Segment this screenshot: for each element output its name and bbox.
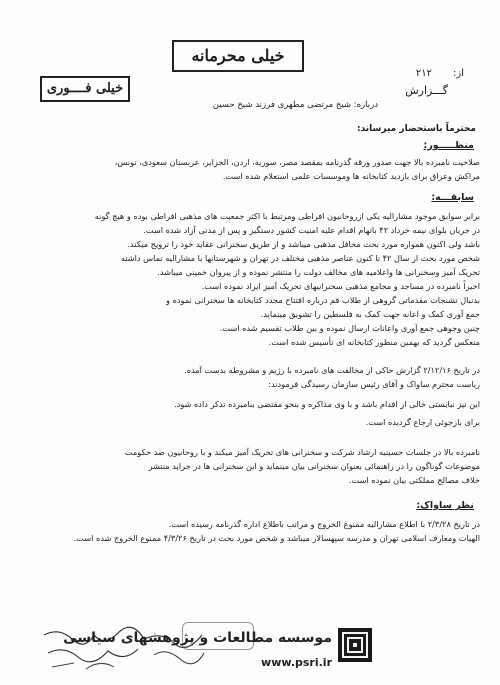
heading-purpose: منظـــــور: (423, 140, 474, 151)
urgency-stamp: خیلی فــــوری (40, 76, 130, 102)
background-line: اخیراً نامبرده در مساجد و مجامع مذهبی سخنرانیهای تحریک آمیز ایراد نموده است. (201, 281, 480, 291)
institute-logo-icon (338, 628, 372, 662)
background-line: چنین وجوهی جمع آوری واعانات ارسال نموده و بین طلاب تقسیم شده است. (219, 323, 480, 333)
view-line: در تاریخ ۲/۳/۲۸ با اطلاع مشارالیه ممنوع الخروج و مراتب باطلاع اداره گذرنامه رسیده است. (168, 519, 480, 529)
background-line: برابر سوابق موجود مشارالیه یکی ازروحانیون افراطی ومرتبط با اکثر جمعیت های مذهبی افراطی بوده و هیچ گونه (94, 211, 480, 221)
assessment-line: صلاحیت نامبرده بالا جهت صدور ورقه گذرنامه بمقصد مصر، سوریه، اردن، الجزایر، عربستان سعودی، تونس، (114, 157, 480, 167)
date-line: در تاریخ ۲/۱۲/۱۶ گزارش حاکی از مخالفت های نامبرده با رژیم و مشروطه بدست آمده. (184, 365, 480, 375)
relay-line: ریاست محترم ساواک و آقای رئیس سازمان رسیدگی فرمودند: (268, 379, 480, 389)
background-line: تحریک آمیز وسخنرانی ها واعلامیه های مخالف دولت را منتشر نموده و از پیروان خمینی میباشد. (157, 267, 480, 277)
background-line: بدنبال تشنجات مقدماتی گروهی از طلاب قم درباره افتتاح مجدد کتابخانه ها سخنرانی نموده و (166, 295, 480, 305)
background-line: در جریان بلوای نیمه خرداد ۴۲ باتهام اقدام علیه امنیت کشور دستگیر و پس از مدتی آزاد شده است. (143, 225, 480, 235)
assessment-line: مراکش وعراق برای بازدید کتابخانه ها وموسسات علمی استعلام شده است. (222, 171, 480, 181)
background-line: منعکس گردید که بهمین منظور کتابخانه ای تأسیس شده است. (268, 337, 480, 347)
heading-background: سابقـــه: (431, 192, 474, 203)
from-label: از: (453, 68, 464, 79)
institute-website[interactable]: www.psri.ir (261, 656, 332, 669)
background-line: باشد ولی اکنون همواره مورد بحث محافل مذهبی میباشد و از طریق سخنرانی عقاید خود را ترویج میکند. (127, 239, 480, 249)
heading-savak-view: نظر ساواک: (416, 500, 474, 511)
classification-stamp: خیلی محرمانه (172, 40, 304, 72)
closing-line: موضوعات گوناگون را در راهنمائی بعنوان سخنرانی بیان مینماید و این سخنرانی ها در جراید منتشر (148, 461, 480, 471)
closing-line: نامبرده بالا در جلسات حسینیه ارشاد شرکت و سخنرانی های تحریک آمیز میکند و با روحانیون ضد حکومت (124, 447, 480, 457)
closing-line: خلاف مصالح مملکتی بیان نموده است. (348, 475, 480, 485)
background-line: جمع آوری کمک و اعانه جهت کمک به فلسطین را تشویق مینماید. (260, 309, 480, 319)
quote-continuation: برای بازجوئی ارجاع گردیده است. (365, 417, 480, 427)
salutation: محترماً باستحضار میرساند: (357, 124, 476, 134)
subject-line: درباره: شیخ مرتضی مطهری فرزند شیخ حسین (212, 100, 378, 110)
view-line: الهیات ومعارف اسلامی تهران و مدرسه سپهسالار میباشد و شخص مورد بحث در تاریخ ۴/۳/۲۶ ممنوع الخروج شده است. (73, 533, 480, 543)
background-line: شخص مورد بحث از سال ۴۲ تا کنون عناصر مذهبی مختلف در تهران و شهرستانها با مشارالیه تماس داشته (120, 253, 480, 263)
report-label: گـــزارش (405, 84, 448, 97)
quote-line: این نیز نبایستی خالی از اقدام باشد و با وی مذاکره و بنحو مقتضی بنامبرده تذکر داده شود. (174, 399, 480, 409)
institute-name: موسسه مطالعات و پژوهشهای سیاسی (63, 630, 332, 646)
report-number: ۲۱۲ (415, 68, 432, 79)
